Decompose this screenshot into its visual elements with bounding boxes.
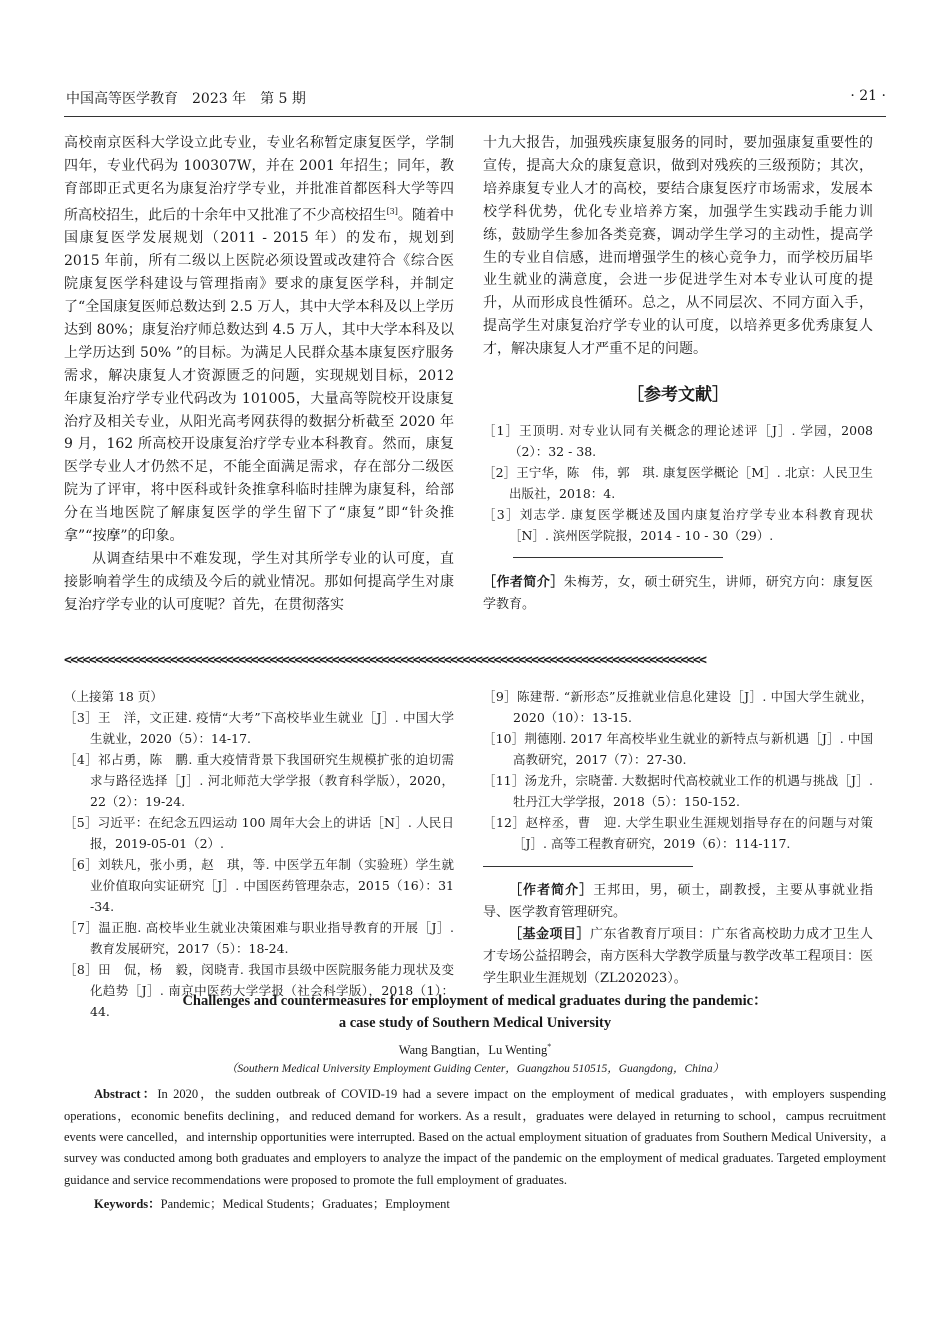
left-column: [64, 132, 454, 617]
reference-item: ［8］田 侃，杨 毅，闵晓青. 我国市县级中医院服务能力现状及变化趋势［J］. 南京中医药大学学报（社会科学版），2018（1）：44.: [64, 962, 454, 1019]
header-rule: [64, 116, 886, 117]
reference-item: ［11］汤龙升，宗晓蕾. 大数据时代高校就业工作的机遇与挑战［J］. 牡丹江大学学报，2018（5）：150-152.: [483, 773, 873, 809]
lower-right-column: [483, 686, 873, 990]
left-paragraph-2: 从调查结果中不难发现，学生对其所学专业的认可度，直接影响着学生的成绩及今后的就业情况。那如何提高学生对康复治疗学专业的认可度呢？首先，在贯彻落实: [64, 550, 454, 613]
english-affiliation: （Southern Medical University Employment Guiding Center，Guangzhou 510515，Guangdong，China）: [225, 1063, 725, 1076]
reference-item: ［1］王顶明. 对专业认同有关概念的理论述评［J］. 学园，2008（2）：32 - 38.: [483, 423, 873, 460]
reference-item: ［7］温正胞. 高校毕业生就业决策困难与职业指导教育的开展［J］. 教育发展研究，2017（5）：18-24.: [64, 920, 454, 956]
keywords-label: Keywords：: [94, 1197, 161, 1212]
reference-divider: [513, 557, 723, 558]
reference-divider: [483, 866, 693, 867]
corresponding-asterisk: *: [547, 1042, 552, 1051]
keywords-text: Pandemic；Medical Students；Graduates；Employment: [160, 1197, 450, 1212]
author-label: ［作者简介］: [509, 883, 594, 898]
reference-item: ［6］刘轶凡，张小勇，赵 琪，等. 中医学五年制（实验班）学生就业价值取向实证研究［J］. 中国医药管理杂志，2015（16）：31 -34.: [64, 857, 454, 914]
english-title-line-1: Challenges and countermeasures for employment of medical graduates during the pandemic：: [182, 993, 768, 1009]
continued-note: （上接第 18 页）: [64, 689, 163, 704]
reference-item: ［10］荆德刚. 2017 年高校毕业生就业的新特点与新机遇［J］. 中国高教研究，2017（7）：27-30.: [483, 731, 873, 767]
english-authors: [64, 1037, 886, 1060]
page-number: · 21 ·: [850, 88, 886, 104]
left-paragraph-1-text-b: 。随着中国康复医学发展规划（2011 - 2015 年）的发布，规划到 2015 年前，所有二级以上医院必须设置或改建符合《综合医院康复医学科建设与管理指南》要求的康复医学科，并制定了“全国康复医师总数达到 2.5 万人，其中大学本科及以上学历达到 80%；康复治疗师总数达到 4.5 万人，其中大学本科及以上学历达到 50% ”的目标。为满足人民群众基本康复医疗服务需求，解决康复人才资源匮乏的问题，实现规划目标，2012 年康复治疗学专业代码改为 101005，大量高等院校开设康复治疗及相关专业，从阳光高考网获得的数据分析截至 2020 年 9 月，162 所高校开设康复治疗学专业本科教育。然而，康复医学专业人才仍然不足，不能全面满足需求，存在部分二级医院为了评审，将中医科或针灸推拿科临时挂牌为康复科，给部分在当地医院了解康复医学的学生留下了“康复”即“针灸推拿”“按摩”的印象。: [64, 207, 455, 545]
section-separator: <<<<<<<<<<<<<<<<<<<<<<<<<<<<<<<<<<<<<<<<<<<<<<<<<<<<<<<<<<<<<<<<<<<<<<<<<<<<<<<<<<<<<<<<<<<<<<<<<<<<<<<: [64, 653, 706, 668]
left-paragraph-1-text-a: 高校南京医科大学设立此专业，专业名称暂定康复医学，学制四年，专业代码为 100307W，并在 2001 年招生；同年，教育部即正式更名为康复治疗学专业，并批准首都医科大学等四所高校招生，此后的十余年中又批准了不少高校招生: [64, 135, 454, 224]
right-column: [483, 132, 873, 616]
abstract-text: In 2020，the sudden outbreak of COVID-19 had a severe impact on the employment of medical graduates，with employers suspending operations，economic benefits declining，and reduced demand for workers. As a result，graduates were delayed in returning to school，campus recruitment events were cancelled，and internship opportunities were interrupted. Based on the actual employment situation of graduates from Southern Medical University，a survey was conducted among both graduates and employers to analyze the impact of the pandemic on the employment of medical graduates. Targeted employment guidance and service recommendations were proposed to promote the full employment of graduates.: [64, 1087, 886, 1187]
journal-title: 中国高等医学教育 2023 年 第 5 期: [66, 91, 306, 107]
reference-item: ［3］王 洋，文正建. 疫情“大考”下高校毕业生就业［J］. 中国大学生就业，2020（5）：14-17.: [64, 710, 454, 746]
abstract-label: Abstract：: [94, 1087, 158, 1102]
author-text: 王邦田，男，硕士，副教授，主要从事就业指导、医学教育管理研究。: [483, 883, 873, 920]
author-info: [483, 572, 873, 616]
english-title-line-2: a case study of Southern Medical University: [338, 1015, 612, 1031]
reference-item: ［5］习近平：在纪念五四运动 100 周年大会上的讲话［N］. 人民日报，2019-05-01（2）.: [64, 815, 454, 851]
reference-item: ［9］陈建帮. “新形态”反推就业信息化建设［J］. 中国大学生就业，2020（10）：13-15.: [483, 689, 873, 725]
authors-text: Wang Bangtian，Lu Wenting: [398, 1043, 548, 1058]
lower-left-column: [64, 686, 454, 1022]
running-header: [66, 88, 886, 110]
author-info: [483, 880, 873, 924]
english-abstract: [64, 1084, 886, 1191]
author-label: ［作者简介］: [483, 575, 564, 591]
left-paragraph-1: [64, 132, 454, 548]
reference-item: ［2］王宁华，陈 伟，郭 琪. 康复医学概论［M］. 北京：人民卫生出版社，2018：4.: [483, 465, 873, 502]
reference-item: ［12］赵梓丞，曹 迎. 大学生职业生涯规划指导存在的问题与对策［J］. 高等工程教育研究，2019（6）：114-117.: [483, 815, 873, 851]
english-keywords: [64, 1194, 886, 1215]
reference-item: ［3］刘志学. 康复医学概述及国内康复治疗学专业本科教育现状［N］. 滨州医学院报，2014 - 10 - 30（29）.: [483, 507, 873, 544]
reference-item: ［4］祁占勇，陈 鹏. 重大疫情背景下我国研究生规模扩张的迫切需求与路径选择［J］. 河北师范大学学报（教育科学版），2020，22（2）：19-24.: [64, 752, 454, 809]
fund-text: 广东省教育厅项目：广东省高校助力成才卫生人才专场公益招聘会，南方医科大学教学质量与教学改革工程项目：医学生职业生涯规划（ZL202023）。: [483, 927, 874, 986]
citation-marker: [3]: [386, 206, 398, 216]
fund-info: [483, 924, 873, 990]
author-text: 朱梅芳，女，硕士研究生，讲师，研究方向：康复医学教育。: [483, 575, 873, 613]
right-paragraph-1: 十九大报告，加强残疾康复服务的同时，要加强康复重要性的宣传，提高大众的康复意识，做到对残疾的三级预防；其次，培养康复专业人才的高校，要结合康复医疗市场需求，发展本校学科优势，优化专业培养方案，加强学生实践动手能力训练，鼓励学生参加各类竞赛，调动学生学习的主动性，提高学生的专业自信感，进而增强学生的核心竞争力，而学校历届毕业生就业的满意度，会进一步促进学生对本专业认可度的提升，从而形成良性循环。总之，从不同层次、不同方面入手，提高学生对康复治疗学专业的认可度，以培养更多优秀康复人才，解决康复人才严重不足的问题。: [483, 135, 873, 358]
fund-label: ［基金项目］: [509, 927, 590, 942]
references-heading: ［参考文献］: [627, 385, 729, 406]
english-abstract-section: [64, 990, 886, 1215]
